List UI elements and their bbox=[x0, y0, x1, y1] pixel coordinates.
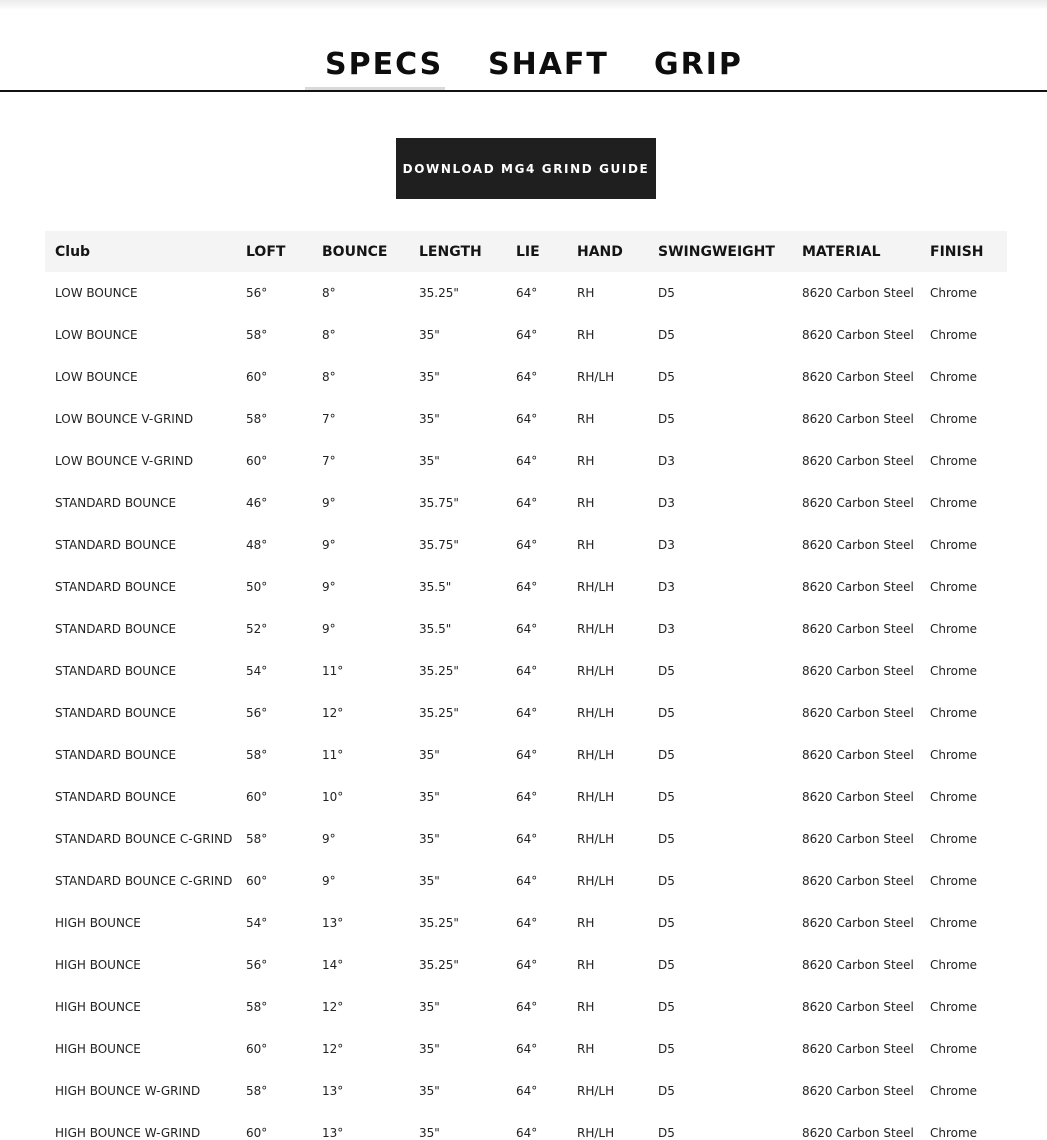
cell-length: 35" bbox=[419, 370, 440, 384]
cell-length: 35" bbox=[419, 1000, 440, 1014]
cell-lie: 64° bbox=[516, 328, 538, 342]
cell-hand: RH/LH bbox=[577, 664, 615, 678]
cell-material: 8620 Carbon Steel bbox=[802, 1126, 914, 1140]
cell-lie: 64° bbox=[516, 664, 538, 678]
table-row bbox=[45, 482, 1007, 524]
cell-lie: 64° bbox=[516, 580, 538, 594]
cell-length: 35.75" bbox=[419, 496, 459, 510]
cell-loft: 58° bbox=[246, 832, 268, 846]
cell-material: 8620 Carbon Steel bbox=[802, 496, 914, 510]
cell-hand: RH bbox=[577, 538, 595, 552]
cell-lie: 64° bbox=[516, 790, 538, 804]
cell-bounce: 9° bbox=[322, 874, 336, 888]
cell-swingweight: D5 bbox=[658, 958, 675, 972]
cell-length: 35" bbox=[419, 1042, 440, 1056]
cell-finish: Chrome bbox=[930, 706, 978, 720]
cell-material: 8620 Carbon Steel bbox=[802, 454, 914, 468]
table-row bbox=[45, 440, 1007, 482]
cell-swingweight: D3 bbox=[658, 622, 675, 636]
cell-bounce: 13° bbox=[322, 916, 344, 930]
cell-club: LOW BOUNCE bbox=[55, 286, 138, 300]
cell-material: 8620 Carbon Steel bbox=[802, 328, 914, 342]
table-row bbox=[45, 272, 1007, 314]
table-row bbox=[45, 860, 1007, 902]
table-row bbox=[45, 566, 1007, 608]
cell-swingweight: D3 bbox=[658, 580, 675, 594]
cell-length: 35.5" bbox=[419, 622, 452, 636]
table-row bbox=[45, 1028, 1007, 1070]
table-row bbox=[45, 776, 1007, 818]
cell-hand: RH/LH bbox=[577, 370, 615, 384]
cell-lie: 64° bbox=[516, 622, 538, 636]
cell-length: 35" bbox=[419, 1126, 440, 1140]
cell-finish: Chrome bbox=[930, 286, 978, 300]
table-row bbox=[45, 818, 1007, 860]
top-shadow bbox=[0, 0, 1047, 10]
cell-bounce: 7° bbox=[322, 454, 336, 468]
cell-swingweight: D5 bbox=[658, 916, 675, 930]
cell-club: HIGH BOUNCE W-GRIND bbox=[55, 1126, 201, 1140]
cell-finish: Chrome bbox=[930, 412, 978, 426]
cell-bounce: 9° bbox=[322, 538, 336, 552]
cell-club: HIGH BOUNCE bbox=[55, 958, 141, 972]
cell-swingweight: D5 bbox=[658, 664, 675, 678]
cell-finish: Chrome bbox=[930, 370, 978, 384]
cell-material: 8620 Carbon Steel bbox=[802, 790, 914, 804]
cell-swingweight: D5 bbox=[658, 1084, 675, 1098]
cell-hand: RH bbox=[577, 958, 595, 972]
cell-loft: 60° bbox=[246, 874, 268, 888]
cell-hand: RH bbox=[577, 916, 595, 930]
cell-hand: RH/LH bbox=[577, 790, 615, 804]
cell-lie: 64° bbox=[516, 538, 538, 552]
cell-bounce: 9° bbox=[322, 496, 336, 510]
cell-club: STANDARD BOUNCE C-GRIND bbox=[55, 874, 233, 888]
cell-length: 35" bbox=[419, 454, 440, 468]
cell-loft: 60° bbox=[246, 370, 268, 384]
cell-lie: 64° bbox=[516, 706, 538, 720]
table-row bbox=[45, 650, 1007, 692]
cell-loft: 60° bbox=[246, 790, 268, 804]
cell-lie: 64° bbox=[516, 748, 538, 762]
cell-lie: 64° bbox=[516, 1042, 538, 1056]
cell-finish: Chrome bbox=[930, 1084, 978, 1098]
cell-bounce: 12° bbox=[322, 706, 344, 720]
cell-finish: Chrome bbox=[930, 1000, 978, 1014]
table-row bbox=[45, 608, 1007, 650]
cell-length: 35.25" bbox=[419, 916, 459, 930]
cell-swingweight: D3 bbox=[658, 496, 675, 510]
cell-lie: 64° bbox=[516, 874, 538, 888]
table-row bbox=[45, 692, 1007, 734]
cell-club: STANDARD BOUNCE bbox=[55, 496, 177, 510]
cell-club: HIGH BOUNCE bbox=[55, 1042, 141, 1056]
cell-swingweight: D5 bbox=[658, 748, 675, 762]
cell-hand: RH/LH bbox=[577, 1126, 615, 1140]
cell-loft: 60° bbox=[246, 1042, 268, 1056]
header-lie: LIE bbox=[506, 231, 567, 272]
cell-material: 8620 Carbon Steel bbox=[802, 874, 914, 888]
cell-length: 35" bbox=[419, 832, 440, 846]
cell-material: 8620 Carbon Steel bbox=[802, 1000, 914, 1014]
cell-hand: RH/LH bbox=[577, 622, 615, 636]
cell-loft: 56° bbox=[246, 958, 268, 972]
header-bounce: BOUNCE bbox=[312, 231, 409, 272]
cell-loft: 56° bbox=[246, 286, 268, 300]
cell-hand: RH/LH bbox=[577, 706, 615, 720]
cell-bounce: 8° bbox=[322, 286, 336, 300]
table-row bbox=[45, 902, 1007, 944]
cell-length: 35" bbox=[419, 748, 440, 762]
cell-hand: RH bbox=[577, 496, 595, 510]
header-swingweight: SWINGWEIGHT bbox=[648, 231, 792, 272]
cell-swingweight: D5 bbox=[658, 1126, 675, 1140]
cell-bounce: 8° bbox=[322, 328, 336, 342]
cell-hand: RH/LH bbox=[577, 874, 615, 888]
cell-lie: 64° bbox=[516, 1084, 538, 1098]
cell-finish: Chrome bbox=[930, 790, 978, 804]
cell-bounce: 14° bbox=[322, 958, 344, 972]
cell-material: 8620 Carbon Steel bbox=[802, 664, 914, 678]
tab-bar bbox=[0, 44, 1047, 92]
cell-lie: 64° bbox=[516, 370, 538, 384]
cell-hand: RH/LH bbox=[577, 832, 615, 846]
cell-swingweight: D5 bbox=[658, 1000, 675, 1014]
table-row bbox=[45, 1070, 1007, 1112]
cell-bounce: 8° bbox=[322, 370, 336, 384]
cell-loft: 60° bbox=[246, 454, 268, 468]
specs-table bbox=[45, 231, 1007, 1140]
cell-finish: Chrome bbox=[930, 454, 978, 468]
cell-finish: Chrome bbox=[930, 748, 978, 762]
table-row bbox=[45, 986, 1007, 1028]
cell-club: LOW BOUNCE bbox=[55, 328, 138, 342]
cell-club: LOW BOUNCE V-GRIND bbox=[55, 412, 194, 426]
cell-loft: 56° bbox=[246, 706, 268, 720]
cell-bounce: 9° bbox=[322, 580, 336, 594]
cell-swingweight: D5 bbox=[658, 706, 675, 720]
cell-length: 35.75" bbox=[419, 538, 459, 552]
cell-material: 8620 Carbon Steel bbox=[802, 706, 914, 720]
cell-club: STANDARD BOUNCE bbox=[55, 622, 177, 636]
cell-loft: 58° bbox=[246, 1084, 268, 1098]
cell-length: 35.25" bbox=[419, 706, 459, 720]
cell-length: 35" bbox=[419, 412, 440, 426]
cell-finish: Chrome bbox=[930, 328, 978, 342]
table-header-row bbox=[45, 231, 1007, 272]
cell-hand: RH bbox=[577, 412, 595, 426]
cell-swingweight: D5 bbox=[658, 874, 675, 888]
table-body bbox=[45, 272, 1007, 1140]
cell-finish: Chrome bbox=[930, 916, 978, 930]
cell-material: 8620 Carbon Steel bbox=[802, 958, 914, 972]
cell-finish: Chrome bbox=[930, 1042, 978, 1056]
cell-hand: RH bbox=[577, 1042, 595, 1056]
cell-material: 8620 Carbon Steel bbox=[802, 412, 914, 426]
cell-club: STANDARD BOUNCE bbox=[55, 748, 177, 762]
cell-hand: RH/LH bbox=[577, 748, 615, 762]
table-row bbox=[45, 734, 1007, 776]
cell-club: HIGH BOUNCE W-GRIND bbox=[55, 1084, 201, 1098]
cell-lie: 64° bbox=[516, 916, 538, 930]
tab-specs[interactable]: SPECS bbox=[325, 47, 444, 82]
cell-material: 8620 Carbon Steel bbox=[802, 916, 914, 930]
cell-material: 8620 Carbon Steel bbox=[802, 286, 914, 300]
cell-lie: 64° bbox=[516, 454, 538, 468]
cell-material: 8620 Carbon Steel bbox=[802, 748, 914, 762]
cell-material: 8620 Carbon Steel bbox=[802, 622, 914, 636]
cell-bounce: 13° bbox=[322, 1084, 344, 1098]
cell-loft: 50° bbox=[246, 580, 268, 594]
cell-lie: 64° bbox=[516, 1126, 538, 1140]
header-hand: HAND bbox=[567, 231, 648, 272]
cell-swingweight: D3 bbox=[658, 538, 675, 552]
cell-material: 8620 Carbon Steel bbox=[802, 1084, 914, 1098]
cell-club: LOW BOUNCE bbox=[55, 370, 138, 384]
cell-finish: Chrome bbox=[930, 874, 978, 888]
cell-lie: 64° bbox=[516, 1000, 538, 1014]
cell-finish: Chrome bbox=[930, 622, 978, 636]
cell-bounce: 13° bbox=[322, 1126, 344, 1140]
cell-hand: RH/LH bbox=[577, 580, 615, 594]
cell-length: 35" bbox=[419, 328, 440, 342]
cell-finish: Chrome bbox=[930, 538, 978, 552]
cell-bounce: 12° bbox=[322, 1000, 344, 1014]
cell-bounce: 9° bbox=[322, 622, 336, 636]
cell-finish: Chrome bbox=[930, 958, 978, 972]
cell-loft: 54° bbox=[246, 916, 268, 930]
cell-lie: 64° bbox=[516, 286, 538, 300]
cell-loft: 58° bbox=[246, 412, 268, 426]
cell-hand: RH bbox=[577, 1000, 595, 1014]
cell-length: 35" bbox=[419, 790, 440, 804]
cell-material: 8620 Carbon Steel bbox=[802, 538, 914, 552]
cell-bounce: 12° bbox=[322, 1042, 344, 1056]
cell-length: 35.25" bbox=[419, 958, 459, 972]
cell-bounce: 11° bbox=[322, 748, 344, 762]
header-loft: LOFT bbox=[236, 231, 312, 272]
cell-club: STANDARD BOUNCE bbox=[55, 664, 177, 678]
cell-swingweight: D5 bbox=[658, 370, 675, 384]
cell-swingweight: D5 bbox=[658, 328, 675, 342]
cell-finish: Chrome bbox=[930, 496, 978, 510]
cell-club: STANDARD BOUNCE bbox=[55, 790, 177, 804]
cell-loft: 52° bbox=[246, 622, 268, 636]
cell-loft: 54° bbox=[246, 664, 268, 678]
cell-club: STANDARD BOUNCE C-GRIND bbox=[55, 832, 233, 846]
table-row bbox=[45, 356, 1007, 398]
header-length: LENGTH bbox=[409, 231, 506, 272]
cell-club: HIGH BOUNCE bbox=[55, 916, 141, 930]
tab-active-indicator bbox=[305, 87, 445, 90]
table-row bbox=[45, 524, 1007, 566]
cell-swingweight: D3 bbox=[658, 454, 675, 468]
table-row bbox=[45, 944, 1007, 986]
cell-lie: 64° bbox=[516, 496, 538, 510]
cell-swingweight: D5 bbox=[658, 1042, 675, 1056]
cell-swingweight: D5 bbox=[658, 412, 675, 426]
cell-loft: 48° bbox=[246, 538, 268, 552]
table-row bbox=[45, 314, 1007, 356]
table-row bbox=[45, 1112, 1007, 1140]
cell-lie: 64° bbox=[516, 958, 538, 972]
cell-length: 35.25" bbox=[419, 286, 459, 300]
cell-bounce: 10° bbox=[322, 790, 344, 804]
cell-finish: Chrome bbox=[930, 1126, 978, 1140]
cell-club: STANDARD BOUNCE bbox=[55, 706, 177, 720]
cell-club: HIGH BOUNCE bbox=[55, 1000, 141, 1014]
cell-bounce: 7° bbox=[322, 412, 336, 426]
download-grind-guide-button[interactable]: DOWNLOAD MG4 GRIND GUIDE bbox=[396, 138, 656, 199]
cell-lie: 64° bbox=[516, 832, 538, 846]
cell-club: STANDARD BOUNCE bbox=[55, 580, 177, 594]
cell-finish: Chrome bbox=[930, 664, 978, 678]
cell-swingweight: D5 bbox=[658, 832, 675, 846]
header-finish: FINISH bbox=[920, 231, 1007, 272]
cell-bounce: 9° bbox=[322, 832, 336, 846]
cell-lie: 64° bbox=[516, 412, 538, 426]
cell-loft: 58° bbox=[246, 1000, 268, 1014]
cell-material: 8620 Carbon Steel bbox=[802, 370, 914, 384]
cell-loft: 46° bbox=[246, 496, 268, 510]
cell-material: 8620 Carbon Steel bbox=[802, 580, 914, 594]
cell-finish: Chrome bbox=[930, 832, 978, 846]
cell-loft: 60° bbox=[246, 1126, 268, 1140]
cell-finish: Chrome bbox=[930, 580, 978, 594]
cell-material: 8620 Carbon Steel bbox=[802, 1042, 914, 1056]
cell-bounce: 11° bbox=[322, 664, 344, 678]
cell-loft: 58° bbox=[246, 748, 268, 762]
cell-swingweight: D5 bbox=[658, 790, 675, 804]
cell-hand: RH bbox=[577, 328, 595, 342]
header-material: MATERIAL bbox=[792, 231, 920, 272]
cell-club: LOW BOUNCE V-GRIND bbox=[55, 454, 194, 468]
cell-material: 8620 Carbon Steel bbox=[802, 832, 914, 846]
cell-length: 35" bbox=[419, 1084, 440, 1098]
tab-grip[interactable]: GRIP bbox=[654, 47, 743, 82]
cell-length: 35.25" bbox=[419, 664, 459, 678]
cell-length: 35.5" bbox=[419, 580, 452, 594]
cell-length: 35" bbox=[419, 874, 440, 888]
header-club: Club bbox=[45, 231, 236, 272]
cell-hand: RH/LH bbox=[577, 1084, 615, 1098]
cell-hand: RH bbox=[577, 286, 595, 300]
cell-loft: 58° bbox=[246, 328, 268, 342]
cell-swingweight: D5 bbox=[658, 286, 675, 300]
tab-shaft[interactable]: SHAFT bbox=[488, 47, 609, 82]
cell-club: STANDARD BOUNCE bbox=[55, 538, 177, 552]
cell-hand: RH bbox=[577, 454, 595, 468]
table-row bbox=[45, 398, 1007, 440]
